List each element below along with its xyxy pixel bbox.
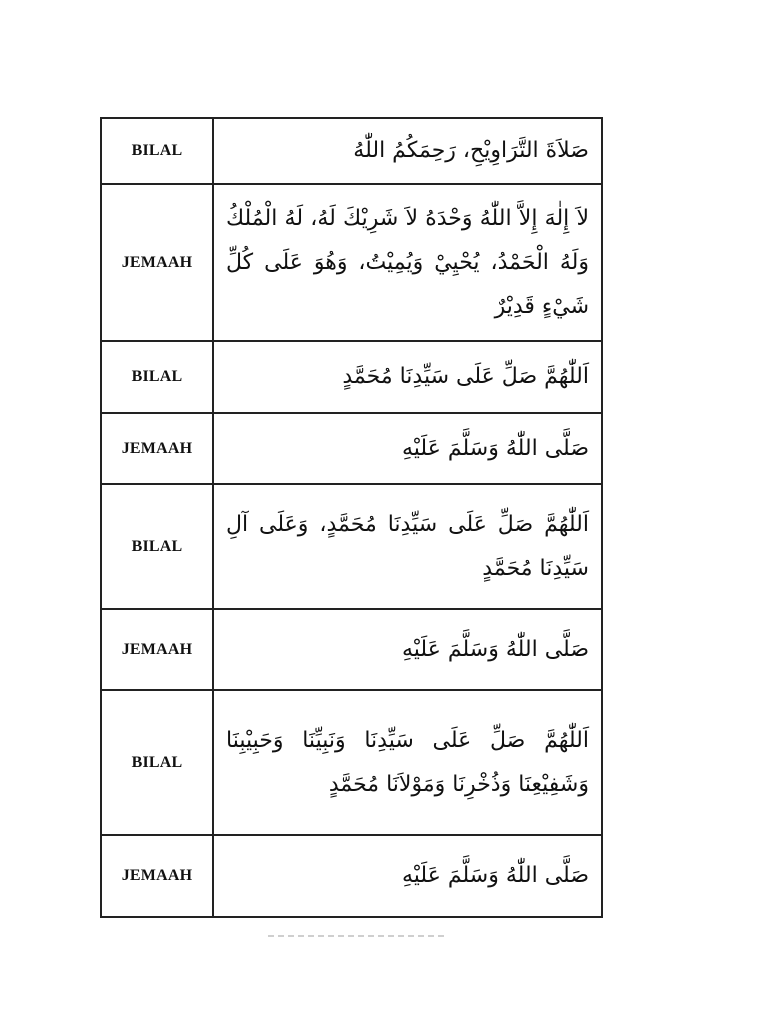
arabic-text: اَللّٰهُمَّ صَلِّ عَلَى سَيِّدِنَا مُحَمَّدٍ	[213, 341, 602, 413]
table-row	[101, 484, 602, 609]
arabic-text: لاَ إِلٰهَ إِلاَّ اللّٰهُ وَحْدَهُ لاَ شَرِيْكَ لَهُ، لَهُ الْمُلْكُ وَلَهُ الْحَمْدُ، يُحْيِيْ وَيُمِيْتُ، وَهُوَ عَلَى كُلِّ شَيْءٍ قَدِيْرٌ	[213, 184, 602, 341]
speaker-label: BILAL	[101, 118, 213, 184]
arabic-text: اَللّٰهُمَّ صَلِّ عَلَى سَيِّدِنَا مُحَمَّدٍ، وَعَلَى آلِ سَيِّدِنَا مُحَمَّدٍ	[213, 484, 602, 609]
speaker-label: JEMAAH	[101, 609, 213, 690]
arabic-text: اَللّٰهُمَّ صَلِّ عَلَى سَيِّدِنَا وَنَبِيِّنَا وَحَبِيْبِنَا وَشَفِيْعِنَا وَذُخْرِنَا وَمَوْلاَنَا مُحَمَّدٍ	[213, 690, 602, 835]
speaker-label: JEMAAH	[101, 835, 213, 917]
speaker-label: BILAL	[101, 341, 213, 413]
speaker-label: BILAL	[101, 484, 213, 609]
table-row	[101, 413, 602, 484]
table-row	[101, 835, 602, 917]
speaker-label: JEMAAH	[101, 413, 213, 484]
speaker-label: BILAL	[101, 690, 213, 835]
table-row	[101, 118, 602, 184]
recitation-table	[100, 117, 603, 918]
arabic-text: صَلاَةَ التَّرَاوِيْحِ، رَحِمَكُمُ اللّٰهُ	[213, 118, 602, 184]
table-row	[101, 184, 602, 341]
arabic-text: صَلَّى اللّٰهُ وَسَلَّمَ عَلَيْهِ	[213, 609, 602, 690]
arabic-text: صَلَّى اللّٰهُ وَسَلَّمَ عَلَيْهِ	[213, 835, 602, 917]
speaker-label: JEMAAH	[101, 184, 213, 341]
arabic-text: صَلَّى اللّٰهُ وَسَلَّمَ عَلَيْهِ	[213, 413, 602, 484]
scan-artifact-line	[268, 935, 448, 937]
table-row	[101, 341, 602, 413]
table-row	[101, 609, 602, 690]
table-row	[101, 690, 602, 835]
